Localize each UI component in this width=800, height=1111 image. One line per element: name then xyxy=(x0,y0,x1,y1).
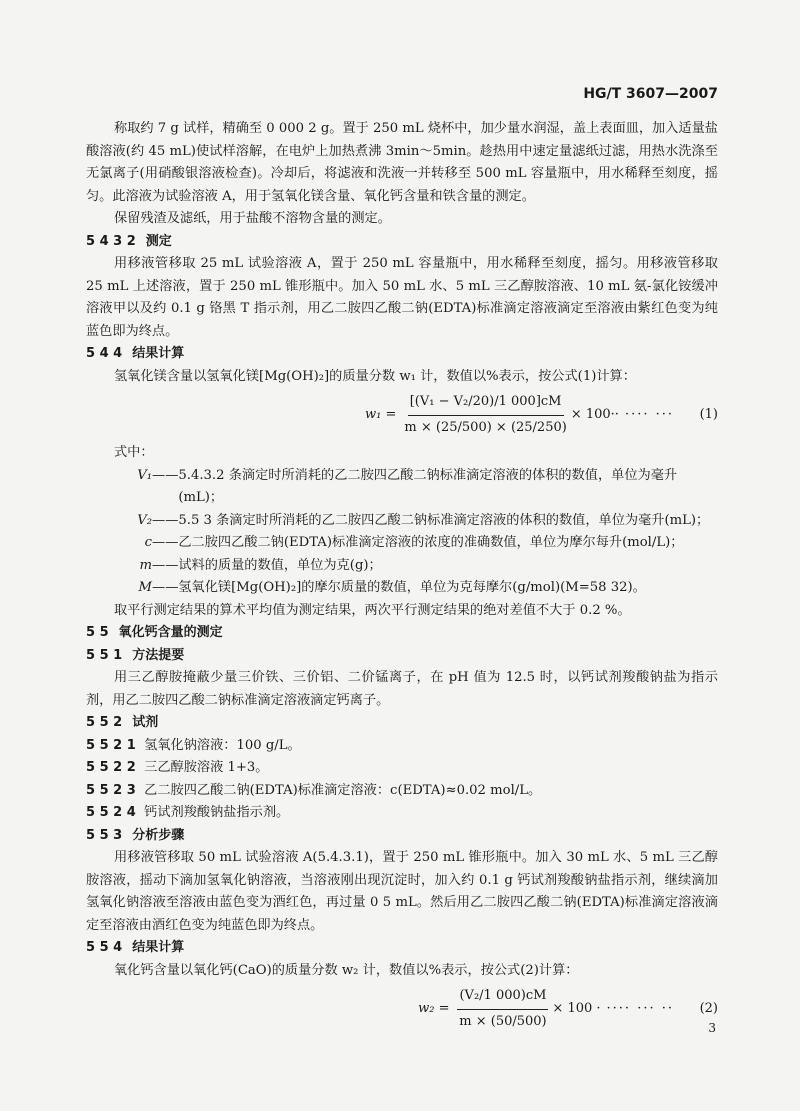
standard-code: HG/T 3607—2007 xyxy=(583,86,718,102)
definition-item: M —— 氢氧化镁[Mg(OH)₂]的摩尔质量的数值，单位为克每摩尔(g/mol)(M=58 32)。 xyxy=(138,580,646,595)
paragraph: 取平行测定结果的算术平均值为测定结果，两次平行测定结果的绝对差值不大于 0.2 %。 xyxy=(114,602,631,618)
formula-2: w₂ = $\frac{\text{(V₂/1 000)cM}}{m \times (50/500)}$ × 100 · ···· ··· ·· (2) xyxy=(86,984,718,1034)
paragraph: 称取约 7 g 试样，精确至 0 000 2 g。置于 250 mL 烧杯中，加少量水润湿，盖上表面皿，加入适量盐酸溶液(约 45 mL)使试样溶解，在电炉上加热煮沸 3min～5min。趁热用中速定量滤纸过滤，用热水洗涤至无氯离子(用硝酸银溶液检查)。冷却后，将滤液和洗液一并转移至 500 mL 容量瓶中，用水稀释至刻度，摇匀。此溶液为试验溶液 A，用于氢氧化镁含量、氧化钙含量和铁含量的测定。 xyxy=(86,121,718,204)
definition-item: V₂ —— 5.5 3 条滴定时所消耗的乙二胺四乙酸二钠标准滴定溶液的体积的数值，单位为毫升(mL)； xyxy=(137,512,710,528)
section-heading: 5 4 3 2 测定 xyxy=(86,233,172,249)
equation-number: (1) xyxy=(699,406,718,422)
section-heading: 5 5 氧化钙含量的测定 xyxy=(86,625,223,640)
paragraph: 用移液管移取 25 mL 试验溶液 A，置于 250 mL 容量瓶中，用水稀释至刻度，摇匀。用移液管移取 25 mL 上述溶液，置于 250 mL 锥形瓶中。加入 50 mL 水、5 mL 三乙醇胺溶液、10 mL 氨-氯化铵缓冲溶液甲以及约 0.1 g 铬黑 T 指示剂，用乙二胺四乙酸二钠(EDTA)标准滴定溶液滴定至溶液由紫红色变为纯蓝色即为终点。 xyxy=(86,256,718,339)
page-body xyxy=(86,118,718,1036)
variable-definitions xyxy=(116,465,718,600)
formula-denominator: m × (25/500) × (25/250) xyxy=(404,419,567,435)
formula-1: w₁ = $\frac{\text{[(V₁ − V₂/20)/1 000]cM}}{m \times (25/500) \times (25/250)}$ × 100·· ···· ··· (1) xyxy=(86,390,718,440)
section-heading: 5 4 4 结果计算 xyxy=(86,346,185,361)
section-heading: 5 5 3 分析步骤 xyxy=(86,827,185,843)
reagent-item: 5 5 2 2 三乙醇胺溶液 1+3。 xyxy=(86,760,269,775)
paragraph: 保留残渣及滤纸，用于盐酸不溶物含量的测定。 xyxy=(114,211,391,226)
page-number: 3 xyxy=(708,1021,716,1035)
paragraph: 氢氧化镁含量以氢氧化镁[Mg(OH)₂]的质量分数 w₁ 计，数值以%表示，按公式(1)计算： xyxy=(114,368,636,384)
formula-denominator: m × (50/500) xyxy=(459,1013,547,1029)
formula-numerator: (V₂/1 000)cM xyxy=(457,985,548,1010)
reagent-item: 5 5 2 4 钙试剂羧酸钠盐指示剂。 xyxy=(86,805,290,820)
paragraph: 用移液管移取 50 mL 试验溶液 A(5.4.3.1)，置于 250 mL 锥形瓶中。加入 30 mL 水、5 mL 三乙醇胺溶液，摇动下滴加氢氧化钠溶液，当溶液刚出现沉淀时，加入约 0.1 g 钙试剂羧酸钠盐指示剂，继续滴加氢氧化钠溶液至溶液由蓝色变为酒红色，再过量 0 5 mL。然后用乙二胺四乙酸二钠(EDTA)标准滴定溶液滴定至溶液由酒红色变为纯蓝色即为终点。 xyxy=(86,850,718,933)
formula-numerator: [(V₁ − V₂/20)/1 000]cM xyxy=(408,391,564,416)
definition-item: c —— 乙二胺四乙酸二钠(EDTA)标准滴定溶液的浓度的准确数值，单位为摩尔每升(mol/L)； xyxy=(144,535,684,550)
definition-item: V₁ —— 5.4.3.2 条滴定时所消耗的乙二胺四乙酸二钠标准滴定溶液的体积的数值，单位为毫升(mL)； xyxy=(137,467,678,505)
where-label: 式中： xyxy=(114,445,154,460)
paragraph: 用三乙醇胺掩蔽少量三价铁、三价铝、二价锰离子，在 pH 值为 12.5 时，以钙试剂羧酸钠盐为指示剂，用乙二胺四乙酸二钠标准滴定溶液滴定钙离子。 xyxy=(86,670,718,708)
equation-number: (2) xyxy=(699,1000,718,1016)
reagent-item: 5 5 2 1 氢氧化钠溶液：100 g/L。 xyxy=(86,737,301,753)
section-heading: 5 5 2 试剂 xyxy=(86,715,159,730)
section-heading: 5 5 1 方法提要 xyxy=(86,647,185,663)
section-heading: 5 5 4 结果计算 xyxy=(86,940,185,955)
reagent-item: 5 5 2 3 乙二胺四乙酸二钠(EDTA)标准滴定溶液：c(EDTA)≈0.02 mol/L。 xyxy=(86,782,542,798)
definition-item: m —— 试料的质量的数值，单位为克(g)； xyxy=(139,557,382,573)
paragraph: 氧化钙含量以氧化钙(CaO)的质量分数 w₂ 计，数值以%表示，按公式(2)计算： xyxy=(114,962,579,978)
